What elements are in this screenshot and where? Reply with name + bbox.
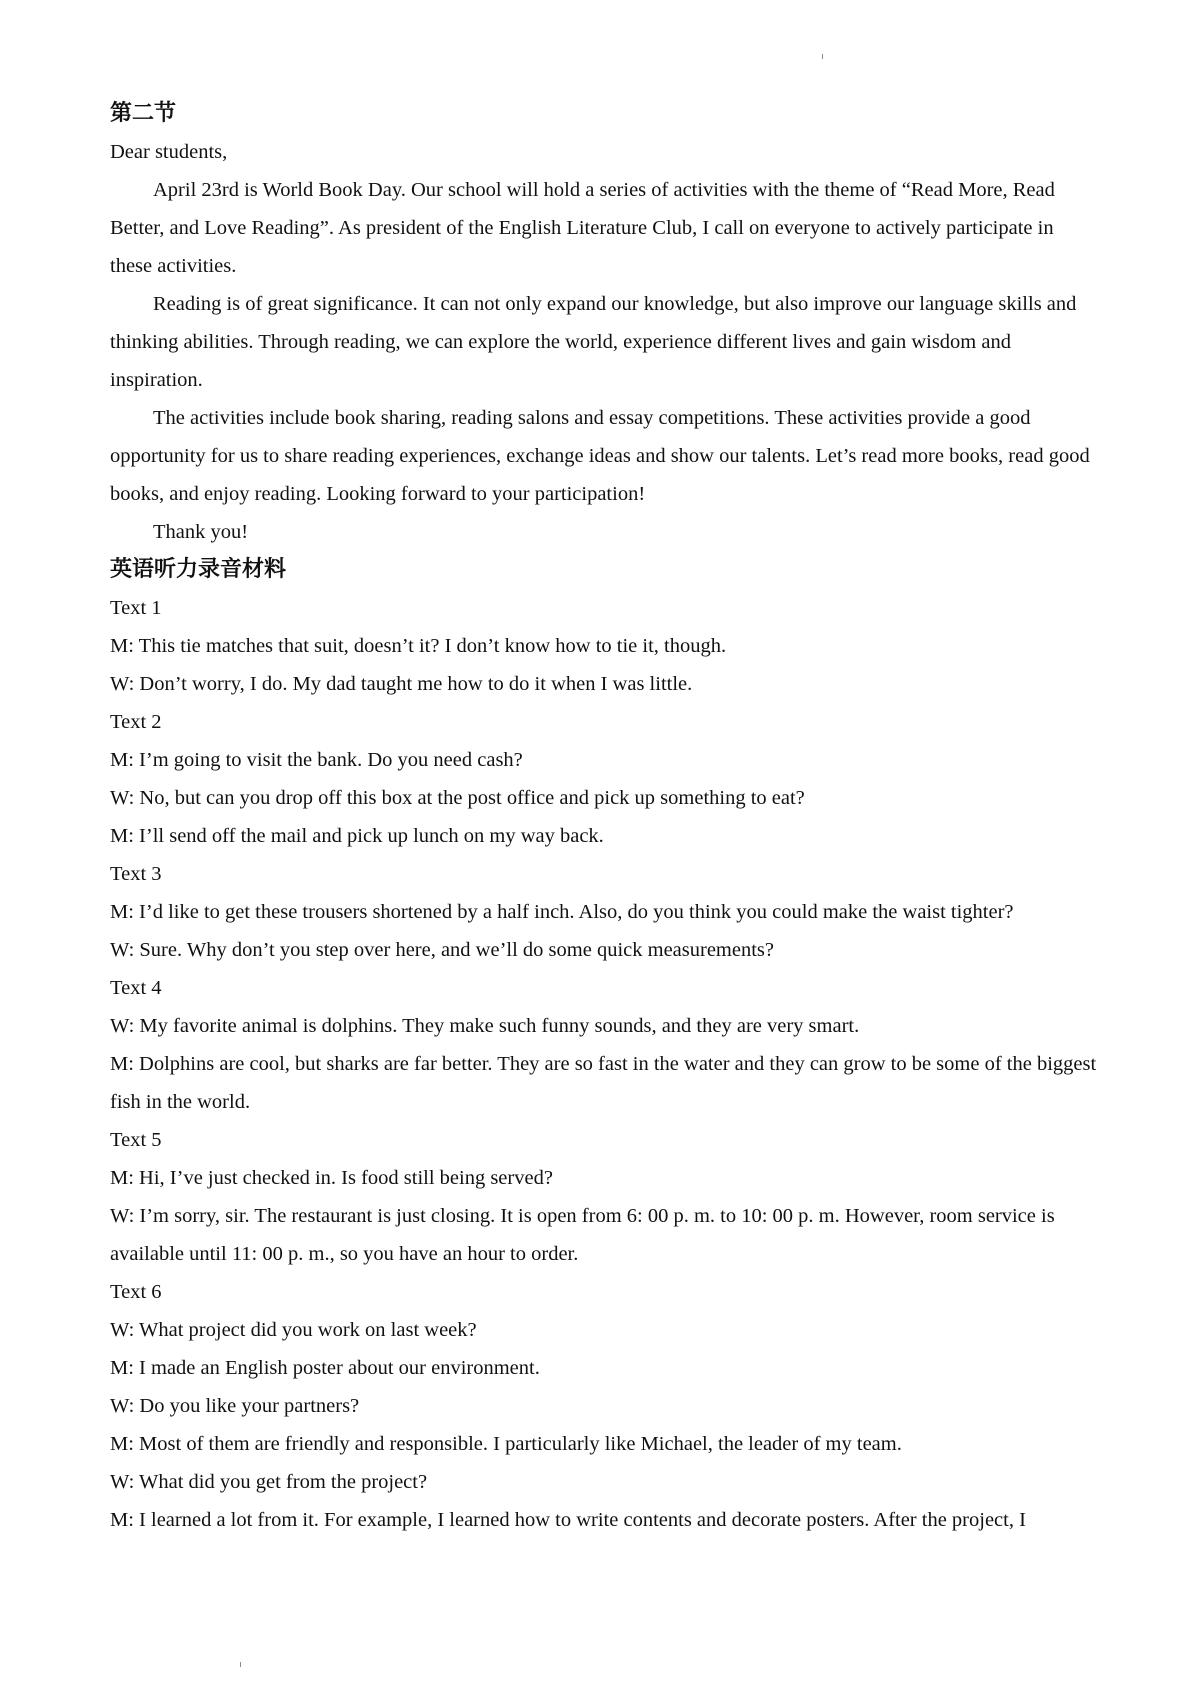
document-body xyxy=(110,95,1100,1539)
dialogue-line: M: Most of them are friendly and responsible. I particularly like Michael, the leader of my team. xyxy=(110,1433,902,1455)
dialogue-line: W: No, but can you drop off this box at the post office and pick up something to eat? xyxy=(110,787,805,809)
text-title: Text 1 xyxy=(110,597,162,619)
dialogue-line: W: Do you like your partners? xyxy=(110,1395,360,1417)
dialogue-line: M: I learned a lot from it. For example, I learned how to write contents and decorate posters. After the project, I xyxy=(110,1509,1026,1531)
dialogue-line: M: I made an English poster about our environment. xyxy=(110,1357,540,1379)
dialogue-line: W: I’m sorry, sir. The restaurant is just closing. It is open from 6: 00 p. m. to 10: 00 p. m. However, room service is available until 11: 00 p. m., so you have an hour to order. xyxy=(110,1205,1055,1265)
text-title: Text 4 xyxy=(110,977,162,999)
dialogue-line: W: What project did you work on last week? xyxy=(110,1319,477,1341)
dialogue-line: M: Dolphins are cool, but sharks are far better. They are so fast in the water and they can grow to be some of the biggest fish in the world. xyxy=(110,1053,1097,1113)
dialogue-line: M: I’m going to visit the bank. Do you need cash? xyxy=(110,749,523,771)
scan-mark-top xyxy=(822,54,823,59)
dialogue-line: W: My favorite animal is dolphins. They make such funny sounds, and they are very smart. xyxy=(110,1015,860,1037)
dialogue-line: M: Hi, I’ve just checked in. Is food still being served? xyxy=(110,1167,553,1189)
dialogue-line: W: Don’t worry, I do. My dad taught me how to do it when I was little. xyxy=(110,673,693,695)
text-title: Text 5 xyxy=(110,1129,162,1151)
letter-closing: Thank you! xyxy=(153,521,249,543)
dialogue-line: M: This tie matches that suit, doesn’t it? I don’t know how to tie it, though. xyxy=(110,635,727,657)
letter-salutation: Dear students, xyxy=(110,141,228,163)
letter-paragraph: The activities include book sharing, reading salons and essay competitions. These activities provide a good opportunity for us to share reading experiences, exchange ideas and show our talents. Let’s read more books, read good books, and enjoy reading. Looking forward to your participation! xyxy=(110,407,1090,505)
transcript-heading: 英语听力录音材料 xyxy=(110,557,287,582)
dialogue-line: W: Sure. Why don’t you step over here, and we’ll do some quick measurements? xyxy=(110,939,774,961)
letter-paragraph: April 23rd is World Book Day. Our school will hold a series of activities with the theme of “Read More, Read Better, and Love Reading”. As president of the English Literature Club, I call on everyone to actively participate in these activities. xyxy=(110,179,1055,277)
dialogue-line: M: I’d like to get these trousers shortened by a half inch. Also, do you think you could make the waist tighter? xyxy=(110,901,1014,923)
section-heading: 第二节 xyxy=(110,101,177,126)
text-title: Text 3 xyxy=(110,863,162,885)
dialogue-line: W: What did you get from the project? xyxy=(110,1471,428,1493)
text-title: Text 2 xyxy=(110,711,162,733)
scan-mark-bottom xyxy=(240,1662,241,1667)
dialogue-line: M: I’ll send off the mail and pick up lunch on my way back. xyxy=(110,825,604,847)
text-title: Text 6 xyxy=(110,1281,162,1303)
letter-paragraph: Reading is of great significance. It can not only expand our knowledge, but also improve our language skills and thinking abilities. Through reading, we can explore the world, experience different lives and gain wisdom and inspiration. xyxy=(110,293,1077,391)
